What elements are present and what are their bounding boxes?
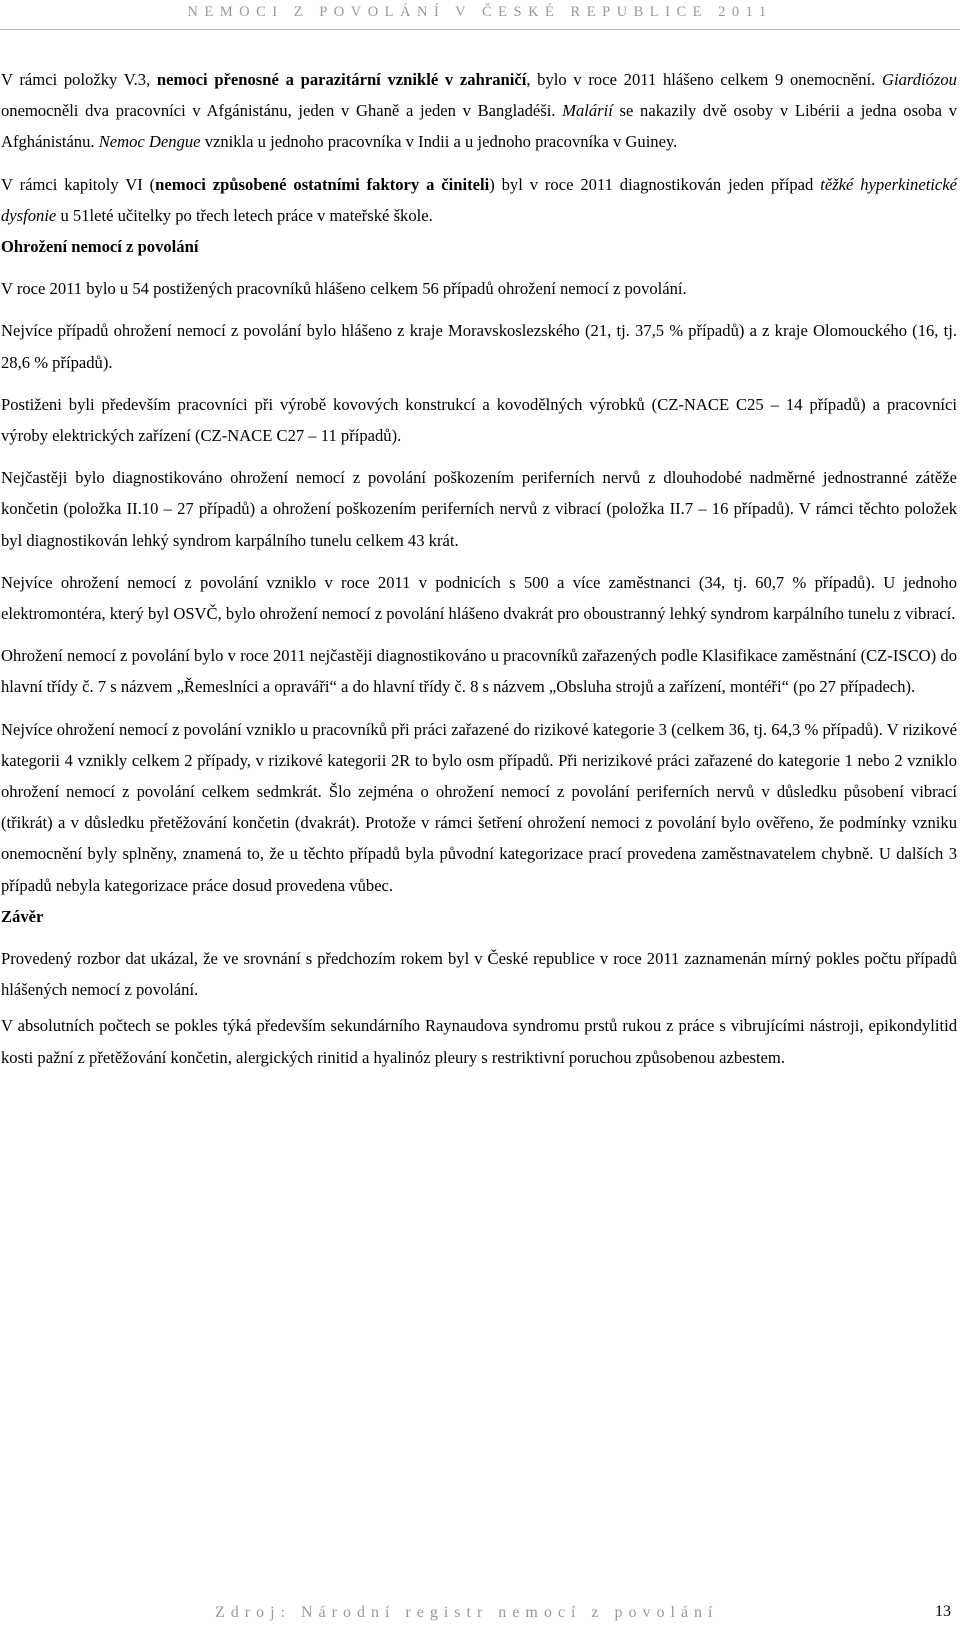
paragraph-threat-total: V roce 2011 bylo u 54 postižených pracovníků hlášeno celkem 56 případů ohrožení nemocí z povolání.	[1, 279, 687, 299]
bold-term: nemoci způsobené ostatními faktory a činiteli	[155, 174, 490, 194]
paragraph-threat-company-size: Nejvíce ohrožení nemocí z povolání vzniklo v roce 2011 v podnicích s 500 a více zaměstnanci (34, tj. 60,7 % případů). U jednoho elektromontéra, který byl OSVČ, bylo ohrožení nemocí z povolání hlášeno dvakrát pro oboustranný lehký syndrom karpálního tunelu z vibrací.	[1, 572, 957, 624]
section-heading-threat: Ohrožení nemocí z povolání	[1, 237, 199, 257]
paragraph-threat-diagnoses: Nejčastěji bylo diagnostikováno ohrožení nemocí z povolání poškozením periferních nervů z dlouhodobé nadměrné jednostranné zátěže končetin (položka II.10 – 27 případů) a ohrožení poškozením periferních nervů z vibrací (položka II.7 – 16 případů). V rámci těchto položek byl diagnostikován lehký syndrom karpálního tunelu celkem 43 krát.	[1, 468, 957, 550]
italic-term: Malárií	[562, 101, 613, 121]
page-number: 13	[935, 1603, 951, 1620]
paragraph-conclusion-details: V absolutních počtech se pokles týká především sekundárního Raynaudova syndromu prstů rukou z práce s vibrujícími nástroji, epikondylitid kosti pažní z přetěžování končetin, alergických rinitid a hyalinóz pleury s restriktivní poruchou způsobenou azbestem.	[1, 1016, 957, 1067]
text-run: onemocněli dva pracovníci v Afgánistánu, jeden v Ghaně a jeden v Bangladéši.	[1, 101, 563, 121]
paragraph-other-factors	[1, 169, 957, 231]
paragraph-conclusion-summary: Provedený rozbor dat ukázal, že ve srovnání s předchozím rokem byl v České republice v roce 2011 zaznamenán mírný pokles počtu případů hlášených nemocí z povolání.	[1, 949, 957, 1000]
text-run: se nakazily dvě osoby v Libérii a jedna osoba v Afghánistánu.	[1, 101, 957, 152]
text-run: , bylo v roce 2011 hlášeno celkem 9 onemocnění.	[526, 70, 882, 89]
italic-term: Nemoc Dengue	[98, 132, 201, 152]
paragraph-threat-risk-categories: Nejvíce ohrožení nemocí z povolání vzniklo u pracovníků při práci zařazené do rizikové kategorie 3 (celkem 36, tj. 64,3 % případů). V rizikové kategorii 4 vznikly celkem 2 případy, v rizikové kategorii 2R to bylo osm případů. Při nerizikové práci zařazené do kategorie 1 nebo 2 vzniklo ohrožení nemocí z povolání celkem sedmkrát. Šlo zejména o ohrožení nemocí z povolání periferních nervů v důsledku působení vibrací (třikrát) a v důsledku přetěžování končetin (dvakrát). Protože v rámci šetření ohrožení nemoci z povolání bylo ověřeno, že podmínky vzniku onemocnění byly splněny, znamená to, že u těchto případů byla původní kategorizace prací provedena zaměstnavatelem chybně. U dalších 3 případů nebyla kategorizace práce dosud provedena vůbec.	[1, 719, 957, 895]
text-run: vznikla u jednoho pracovníka v Indii a u jednoho pracovníka v Guiney.	[200, 132, 678, 152]
paragraph-threat-occupations: Ohrožení nemocí z povolání bylo v roce 2011 nejčastěji diagnostikováno u pracovníků zařazených podle Klasifikace zaměstnání (CZ-ISCO) do hlavní třídy č. 7 s názvem „Řemeslníci a opraváři“ a do hlavní třídy č. 8 s názvem „Obsluha strojů a zařízení, montéři“ (po 27 případech).	[1, 646, 957, 697]
text-run: ) byl v roce 2011 diagnostikován jeden případ	[489, 174, 821, 194]
header-divider	[0, 29, 960, 30]
text-run: V rámci kapitoly VI (	[1, 174, 156, 194]
text-run: V rámci položky V.3,	[1, 70, 157, 89]
source-footer: Zdroj: Národní registr nemocí z povolání	[215, 1604, 719, 1621]
document-body	[1, 64, 957, 1073]
bold-term: nemoci přenosné a parazitární vzniklé v zahraničí	[156, 70, 527, 89]
text-run: u 51leté učitelky po třech letech práce v mateřské škole.	[56, 205, 433, 225]
paragraph-threat-regions: Nejvíce případů ohrožení nemocí z povolání bylo hlášeno z kraje Moravskoslezského (21, tj. 37,5 % případů) a z kraje Olomouckého (16, tj. 28,6 % případů).	[1, 321, 957, 372]
italic-term: Giardiózou	[881, 70, 957, 89]
paragraph-infectious-diseases	[1, 64, 957, 158]
running-header: NEMOCI Z POVOLÁNÍ V ČESKÉ REPUBLICE 2011	[187, 4, 773, 20]
italic-term: těžké hyperkinetické dysfonie	[1, 174, 958, 225]
section-heading-conclusion: Závěr	[1, 906, 44, 926]
paragraph-threat-industries: Postiženi byli především pracovníci při výrobě kovových konstrukcí a kovodělných výrobků (CZ-NACE C25 – 14 případů) a pracovníci výroby elektrických zařízení (CZ-NACE C27 – 11 případů).	[1, 394, 957, 446]
